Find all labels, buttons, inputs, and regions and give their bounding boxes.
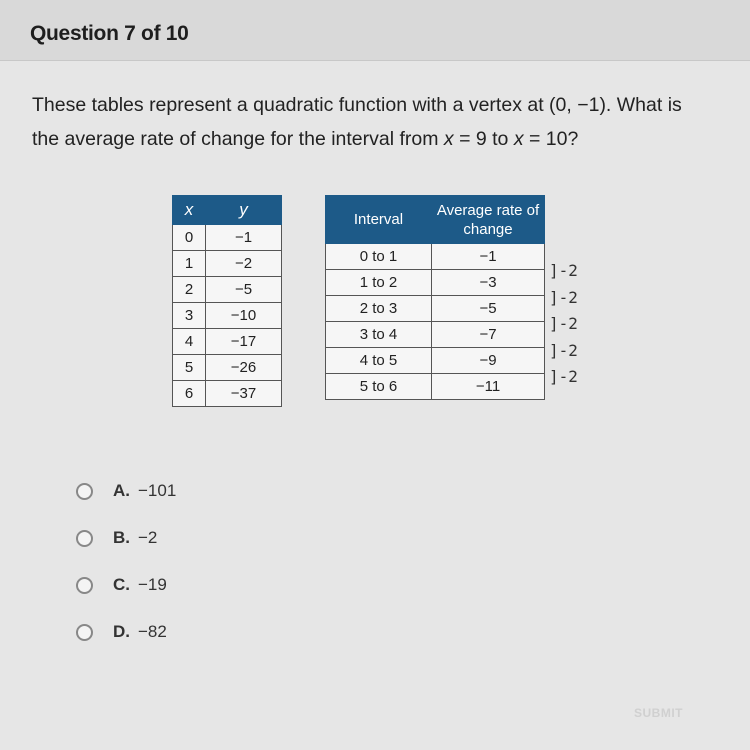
table-row [326,296,545,322]
table-cell: −1 [432,244,545,270]
table-cell: −1 [206,225,282,251]
table-row [173,381,282,407]
question-variable-x: x [513,128,524,150]
xy-header-y: y [206,196,282,225]
table-cell: −2 [206,251,282,277]
question-text [32,88,732,156]
table-cell: 3 [173,303,206,329]
rate-table [325,195,545,400]
table-cell: 4 to 5 [326,348,432,374]
table-row [173,225,282,251]
table-cell: 2 to 3 [326,296,432,322]
option-value: −2 [138,528,158,547]
second-difference: ]-2 [549,287,578,307]
option-c[interactable] [76,570,176,600]
option-a[interactable] [76,476,176,506]
question-line-2-pre: the average rate of change for the interval from [32,128,444,150]
table-cell: 3 to 4 [326,322,432,348]
radio-button-icon[interactable] [76,624,93,641]
table-cell: 5 to 6 [326,374,432,400]
table-row [326,322,545,348]
option-letter: B. [113,528,130,547]
table-cell: 5 [173,355,206,381]
table-cell: −11 [432,374,545,400]
option-letter: C. [113,575,130,594]
table-cell: −3 [432,270,545,296]
table-cell: −10 [206,303,282,329]
table-cell: 4 [173,329,206,355]
question-line-2 [32,122,732,156]
second-differences [549,258,578,391]
option-value: −82 [138,622,167,641]
option-value: −101 [138,481,177,500]
radio-button-icon[interactable] [76,530,93,547]
table-cell: −5 [432,296,545,322]
table-cell: −7 [432,322,545,348]
second-difference: ]-2 [549,261,578,280]
option-letter: D. [113,622,130,641]
table-cell: −5 [206,277,282,303]
table-row [326,270,545,296]
rate-header-interval: Interval [326,196,432,244]
table-cell: −37 [206,381,282,407]
option-d[interactable] [76,617,176,647]
question-line-2-mid: = 9 to [453,128,514,150]
table-row [326,244,545,270]
table-cell: 2 [173,277,206,303]
table-row [173,251,282,277]
option-value: −19 [138,575,167,594]
table-row [326,374,545,400]
table-cell: −26 [206,355,282,381]
question-variable-x: x [443,128,454,150]
table-cell: 1 to 2 [326,270,432,296]
option-b[interactable] [76,523,176,553]
table-cell: 6 [173,381,206,407]
table-row [173,277,282,303]
table-cell: 0 [173,225,206,251]
question-counter: Question 7 of 10 [30,22,189,45]
header-bar [0,0,750,61]
second-difference: ]-2 [549,340,578,360]
option-letter: A. [113,481,130,500]
table-row [173,303,282,329]
table-row [173,329,282,355]
table-cell: −17 [206,329,282,355]
question-line-1: These tables represent a quadratic function with a vertex at (0, −1). What is [32,94,682,116]
radio-button-icon[interactable] [76,483,93,500]
second-difference: ]-2 [549,314,578,333]
table-cell: 1 [173,251,206,277]
xy-header-x: x [173,196,206,225]
second-difference: ]-2 [549,367,578,386]
rate-header-average-rate: Average rate of change [432,196,545,244]
table-row [173,355,282,381]
table-row [326,348,545,374]
radio-button-icon[interactable] [76,577,93,594]
answer-options [76,476,176,664]
table-cell: 0 to 1 [326,244,432,270]
xy-table [172,195,282,407]
table-cell: −9 [432,348,545,374]
question-line-2-post: = 10? [523,128,579,150]
submit-button[interactable]: SUBMIT [634,706,683,720]
